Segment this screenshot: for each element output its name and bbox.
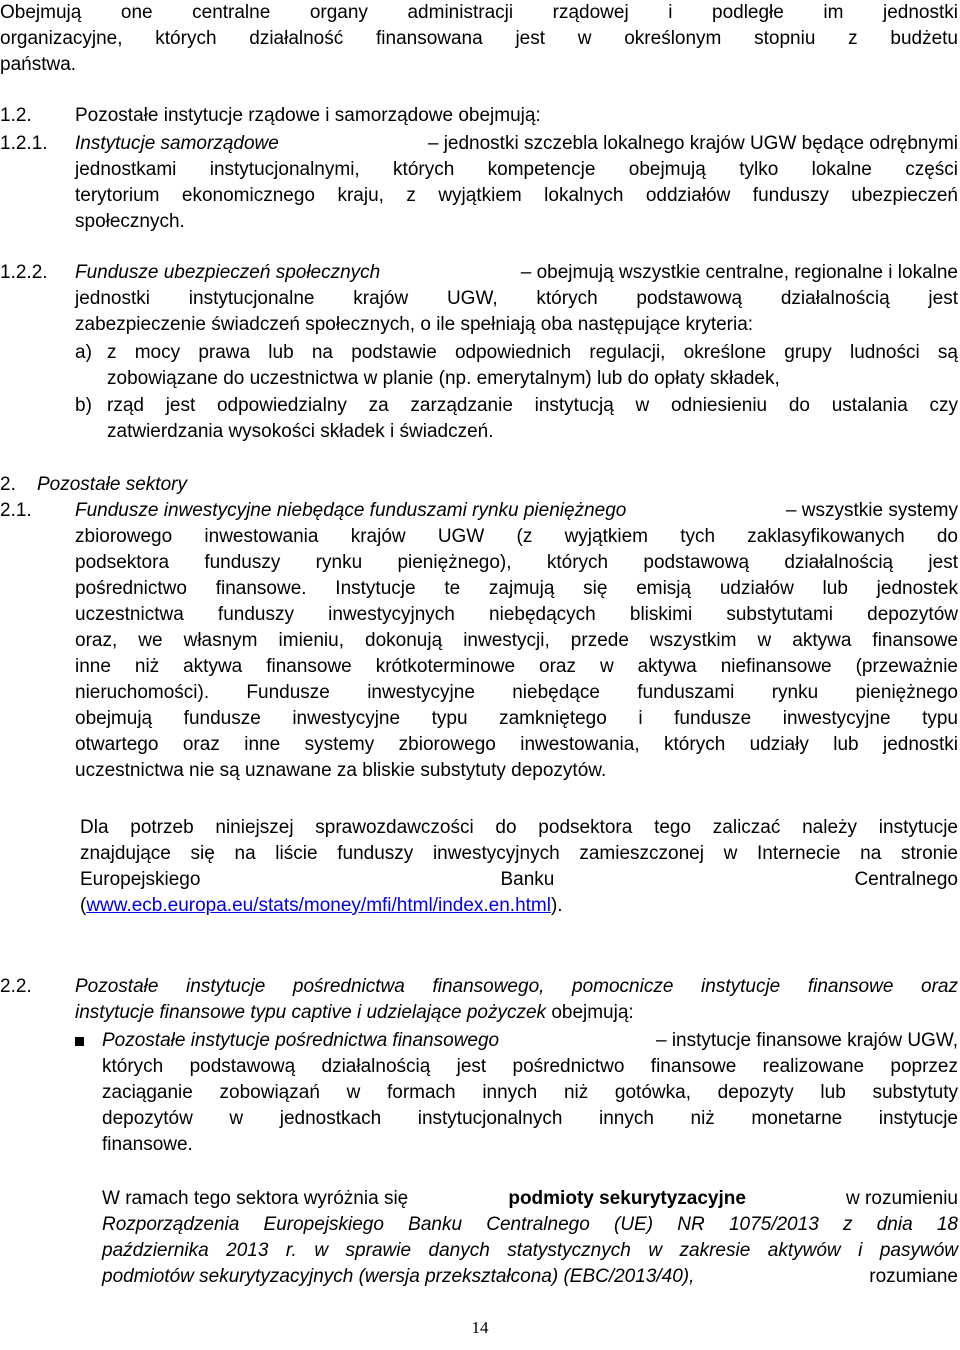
s122-line-1 xyxy=(75,260,958,286)
list-item-b-line-1: rząd jest odpowiedzialny za zarządzanie instytucją w odniesieniu do ustalania czy xyxy=(107,395,958,416)
sek-line-3: października 2013 r. w sprawie danych statystycznych w zakresie aktywów i pasywów xyxy=(102,1240,958,1261)
list-item-a-line-2: zobowiązane do uczestnictwa w planie (np. emerytalnym) lub do opłaty składek, xyxy=(107,368,780,389)
s21-line-4: pośrednictwo finansowe. Instytucje te zajmują się emisją udziałów lub jednostek xyxy=(75,578,958,599)
text-span: rozumiane xyxy=(869,1266,958,1287)
section-number: 1.2.2. xyxy=(0,262,48,283)
section-number: 2. xyxy=(0,474,16,495)
s21-line-11: uczestnictwa nie są uznawane za bliskie substytuty depozytów. xyxy=(75,760,607,781)
intro-line-1: Obejmują one centralne organy administracji rządowej i podległe im jednostki xyxy=(0,2,958,23)
s21-line-6: oraz, we własnym imieniu, dokonują inwestycji, przede wszystkim w aktywa finansowe xyxy=(75,630,958,651)
s22-line-2 xyxy=(75,1000,634,1026)
s21-line-7: inne niż aktywa finansowe krótkoterminowe oraz w aktywa niefinansowe (przeważnie xyxy=(75,656,958,677)
term-label: podmiotów sekurytyzacyjnych (wersja przekształcona) (EBC/2013/40), xyxy=(102,1266,695,1287)
intro-line-3: państwa. xyxy=(0,54,77,75)
s122-line-3: zabezpieczenie świadczeń społecznych, o ile spełniają oba następujące kryteria: xyxy=(75,314,754,335)
text-span: obejmują: xyxy=(551,1002,634,1023)
bold-term: podmioty sekurytyzacyjne xyxy=(508,1188,746,1209)
text-span: – jednostki szczebla lokalnego krajów UGW będące odrębnymi xyxy=(427,133,958,154)
list-item-a-line-1: z mocy prawa lub na podstawie odpowiednich regulacji, określone grupy ludności są xyxy=(107,342,958,363)
text-span: W ramach tego sektora wyróżnia się xyxy=(102,1188,409,1209)
term-label: Fundusze inwestycyjne niebędące funduszami rynku pieniężnego xyxy=(75,500,627,521)
note-line-3 xyxy=(80,867,958,893)
bullet-line-2: których podstawową działalnością jest pośrednictwo finansowe realizowane poprzez xyxy=(102,1056,958,1077)
bullet-line-3: zaciąganie zobowiązań w formach innych niż gotówka, depozyty lub substytuty xyxy=(102,1082,958,1103)
sek-line-1 xyxy=(102,1186,958,1212)
s121-line-3: terytorium ekonomicznego kraju, z wyjątkiem lokalnych oddziałów funduszy ubezpieczeń xyxy=(75,185,958,206)
note-line-4 xyxy=(80,893,563,919)
term-label: Instytucje samorządowe xyxy=(75,133,279,154)
note-line-1: Dla potrzeb niniejszej sprawozdawczości do podsektora tego zaliczać należy instytucje xyxy=(80,817,958,838)
bullet-square-icon xyxy=(75,1037,84,1046)
list-label: b) xyxy=(75,395,92,416)
text-span: Banku xyxy=(500,869,555,890)
section-number: 1.2.1. xyxy=(0,133,48,154)
text-span: – instytucje finansowe krajów UGW, xyxy=(655,1030,958,1051)
s21-line-1 xyxy=(75,498,958,524)
s22-line-1: Pozostałe instytucje pośrednictwa finansowego, pomocnicze instytucje finansowe oraz xyxy=(75,976,958,997)
s21-line-5: uczestnictwa funduszy inwestycyjnych niebędących bliskimi substytutami depozytów xyxy=(75,604,958,625)
s121-line-2: jednostkami instytucjonalnymi, których kompetencje obejmują tylko lokalne części xyxy=(75,159,958,180)
s122-line-2: jednostki instytucjonalne krajów UGW, których podstawową działalnością jest xyxy=(75,288,958,309)
text-span: – wszystkie systemy xyxy=(785,500,958,521)
sek-line-2: Rozporządzenia Europejskiego Banku Centralnego (UE) NR 1075/2013 z dnia 18 xyxy=(102,1214,958,1235)
s21-line-8: nieruchomości). Fundusze inwestycyjne niebędące funduszami rynku pieniężnego xyxy=(75,682,958,703)
term-label: instytucje finansowe typu captive i udzielające pożyczek xyxy=(75,1002,547,1023)
intro-line-2: organizacyjne, których działalność finansowana jest w określonym stopniu z budżetu xyxy=(0,28,958,49)
text-span: ). xyxy=(550,895,563,916)
s121-line-1 xyxy=(75,131,958,157)
ecb-link[interactable]: www.ecb.europa.eu/stats/money/mfi/html/index.en.html xyxy=(86,895,551,916)
section-heading: Pozostałe instytucje rządowe i samorządowe obejmują: xyxy=(75,105,541,126)
section-number: 2.2. xyxy=(0,976,32,997)
s21-line-9: obejmują fundusze inwestycyjne typu zamkniętego i fundusze inwestycyjne typu xyxy=(75,708,958,729)
text-span: Centralnego xyxy=(854,869,958,890)
list-label: a) xyxy=(75,342,92,363)
bullet-line-5: finansowe. xyxy=(102,1134,193,1155)
section-heading: Pozostałe sektory xyxy=(37,474,187,495)
text-span: ( xyxy=(80,895,87,916)
section-number: 2.1. xyxy=(0,500,32,521)
bullet-line-4: depozytów w jednostkach instytucjonalnych innych niż monetarne instytucje xyxy=(102,1108,958,1129)
s21-line-3: podsektora funduszy rynku pieniężnego), których podstawową działalnością jest xyxy=(75,552,958,573)
text-span: Europejskiego xyxy=(80,869,201,890)
term-label: Fundusze ubezpieczeń społecznych xyxy=(75,262,381,283)
s21-line-2: zbiorowego inwestowania krajów UGW (z wyjątkiem tych zaklasyfikowanych do xyxy=(75,526,958,547)
s21-line-10: otwartego oraz inne systemy zbiorowego inwestowania, których udziały lub jednostki xyxy=(75,734,958,755)
sek-line-4 xyxy=(102,1264,958,1290)
section-number: 1.2. xyxy=(0,105,32,126)
page-number: 14 xyxy=(471,1318,489,1337)
text-span: – obejmują wszystkie centralne, regionalne i lokalne xyxy=(520,262,958,283)
s121-line-4: społecznych. xyxy=(75,211,185,232)
term-label: Pozostałe instytucje pośrednictwa finansowego xyxy=(102,1030,500,1051)
bullet-line-1 xyxy=(102,1028,958,1054)
note-line-2: znajdujące się na liście funduszy inwestycyjnych zamieszczonej w Internecie na stronie xyxy=(80,843,958,864)
text-span: w rozumieniu xyxy=(846,1188,958,1209)
list-item-b-line-2: zatwierdzania wysokości składek i świadczeń. xyxy=(107,421,494,442)
